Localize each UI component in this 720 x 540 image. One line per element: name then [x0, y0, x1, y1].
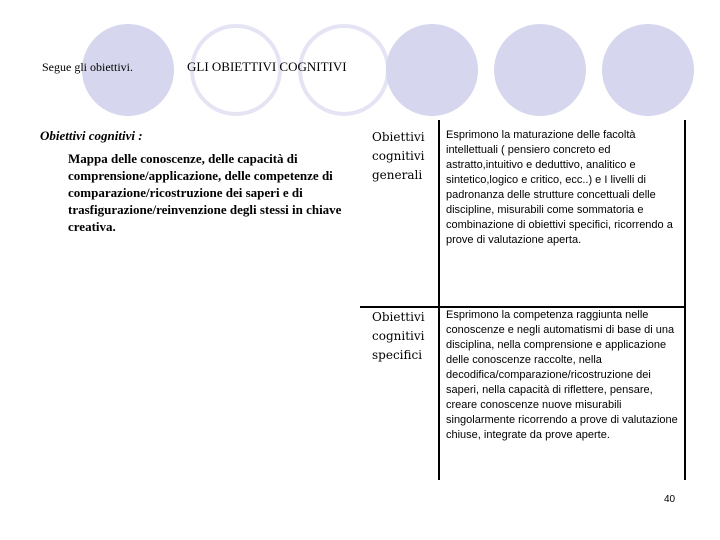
decor-circle-3 — [494, 24, 586, 116]
decor-circle-2 — [386, 24, 478, 116]
page-number: 40 — [664, 494, 676, 505]
objectives-table — [360, 120, 686, 480]
left-description — [40, 128, 350, 235]
page-title: GLI OBIETTIVI COGNITIVI — [187, 59, 347, 74]
table-divider-vertical — [438, 120, 440, 480]
row-text-specifici: Esprimono la competenza raggiunta nelle conoscenze e negli automatismi di base di una disciplina, nella comprensione e applicazione delle conoscenze raccolte, nella decodifica/comparazione/ricostruzione dei saperi, nella capacità di riflettere, pensare, creare conoscenze nuove misurabili singolarmente ricorrendo a prove di valutazione chiuse, integrate da prove aperte. — [446, 309, 678, 441]
header-note: Segue gli obiettivi. — [42, 60, 133, 74]
left-text: Mappa delle conoscenze, delle capacità di comprensione/applicazione, delle competenze di comparazione/ricostruzione dei saperi e di trasfigurazione/reinvenzione degli stessi in chiave creativa. — [68, 151, 342, 234]
row-label-specifici: Obiettivi cognitivi specifici — [372, 310, 425, 362]
left-heading: Obiettivi cognitivi : — [40, 128, 143, 143]
row-text-generali: Esprimono la maturazione delle facoltà intellettuali ( pensiero concreto ed astratto,intuitivo e deduttivo, analitico e sintetico,logico e critico, ecc..) e I livelli di padronanza delle strutture concettuali delle discipline, misurabili come sommatoria e combinazione di obiettivi specifici, ricorrendo a prove di valutazione aperta. — [446, 129, 673, 246]
row-label-generali: Obiettivi cognitivi generali — [372, 130, 425, 182]
table-border-right — [684, 120, 686, 480]
decor-circle-4 — [602, 24, 694, 116]
